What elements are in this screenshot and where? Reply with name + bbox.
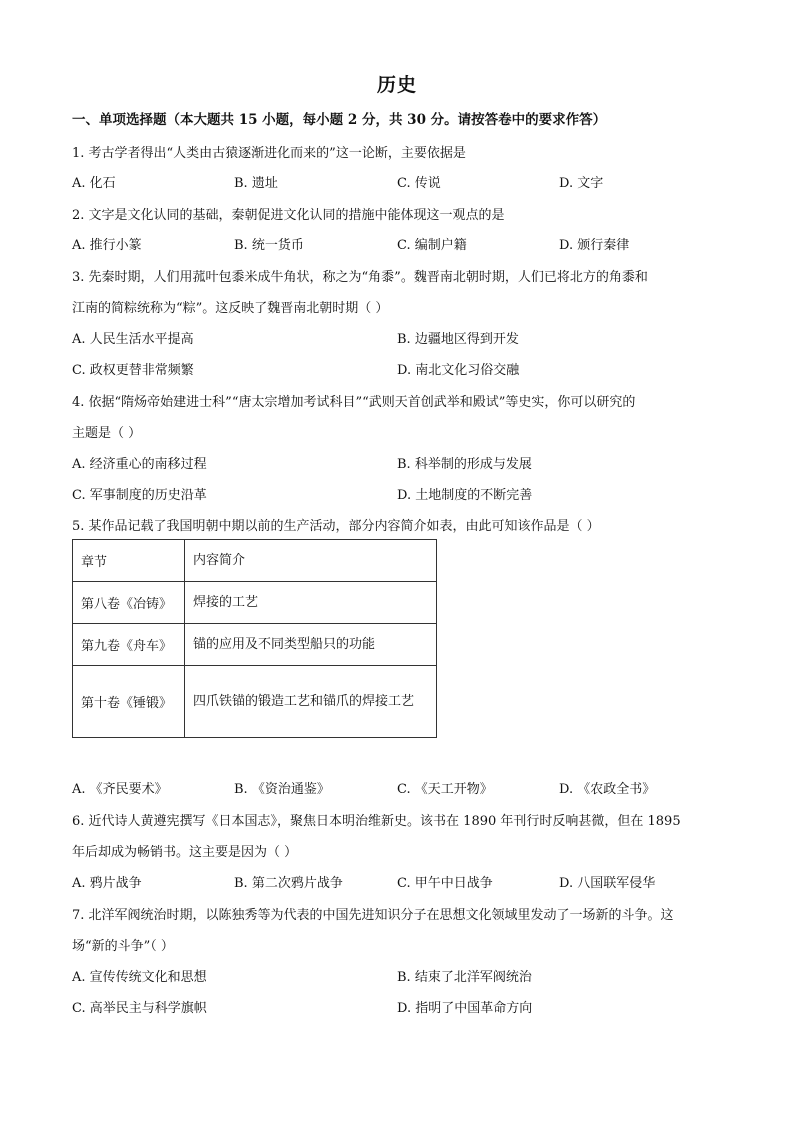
- question-1-option-d: D. 文字: [559, 176, 604, 191]
- table-row: [73, 666, 437, 738]
- question-3-option-a: A. 人民生活水平提高: [72, 332, 194, 347]
- question-6-stem-line-1: 6. 近代诗人黄遵宪撰写《日本国志》，聚焦日本明治维新史。该书在 1890 年刊行时反响甚微，但在 1895: [72, 814, 681, 829]
- table-cell: 第十卷《锤锻》: [73, 666, 185, 738]
- question-7-option-d: D. 指明了中国革命方向: [397, 1001, 533, 1016]
- table-row: [73, 624, 437, 666]
- question-7-option-c: C. 高举民主与科学旗帜: [72, 1001, 207, 1016]
- question-4-option-b: B. 科举制的形成与发展: [397, 457, 532, 472]
- question-2-stem: 2. 文字是文化认同的基础，秦朝促进文化认同的措施中能体现这一观点的是: [72, 208, 505, 223]
- question-5-option-b: B. 《资治通鉴》: [234, 782, 330, 797]
- question-2-option-a: A. 推行小篆: [72, 238, 142, 253]
- question-4-stem-line-1: 4. 依据“隋炀帝始建进士科”“唐太宗增加考试科目”“武则天首创武举和殿试”等史实，你可以研究的: [72, 395, 636, 410]
- question-2-option-d: D. 颁行秦律: [559, 238, 630, 253]
- question-7-stem-line-2: 场“新的斗争”（ ）: [72, 939, 174, 954]
- table-header-row: [73, 540, 437, 582]
- question-3-stem-line-1: 3. 先秦时期，人们用菰叶包黍米成牛角状，称之为“角黍”。魏晋南北朝时期，人们已将北方的角黍和: [72, 270, 648, 285]
- question-3-option-d: D. 南北文化习俗交融: [397, 363, 520, 378]
- question-2-option-b: B. 统一货币: [234, 238, 304, 253]
- question-6-stem-line-2: 年后却成为畅销书。这主要是因为（ ）: [72, 845, 298, 860]
- table-cell: 四爪铁锚的锻造工艺和锚爪的焊接工艺: [185, 666, 437, 738]
- question-4-stem-line-2: 主题是（ ）: [72, 426, 142, 441]
- question-1-option-c: C. 传说: [397, 176, 441, 191]
- question-6-option-b: B. 第二次鸦片战争: [234, 876, 343, 891]
- table-header-cell: 章节: [73, 540, 185, 582]
- table-header-cell: 内容简介: [185, 540, 437, 582]
- question-4-option-a: A. 经济重心的南移过程: [72, 457, 207, 472]
- question-7-stem-line-1: 7. 北洋军阀统治时期，以陈独秀等为代表的中国先进知识分子在思想文化领域里发动了一场新的斗争。这: [72, 908, 674, 923]
- question-7-option-b: B. 结束了北洋军阀统治: [397, 970, 532, 985]
- page-title: 历史: [376, 74, 417, 96]
- question-3-stem-line-2: 江南的简粽统称为“粽”。这反映了魏晋南北朝时期（ ）: [72, 301, 389, 316]
- question-6-option-a: A. 鸦片战争: [72, 876, 142, 891]
- table-cell: 第九卷《舟车》: [73, 624, 185, 666]
- question-6-option-c: C. 甲午中日战争: [397, 876, 493, 891]
- question-5-table: [72, 539, 437, 738]
- question-5-option-c: C. 《天工开物》: [397, 782, 493, 797]
- question-3-option-c: C. 政权更替非常频繁: [72, 363, 194, 378]
- question-1-option-b: B. 遗址: [234, 176, 278, 191]
- question-1-stem: 1. 考古学者得出“人类由古猿逐渐进化而来的”这一论断，主要依据是: [72, 146, 466, 161]
- question-7-option-a: A. 宣传传统文化和思想: [72, 970, 207, 985]
- question-5-option-d: D. 《农政全书》: [559, 782, 656, 797]
- question-4-option-c: C. 军事制度的历史沿革: [72, 488, 207, 503]
- question-6-option-d: D. 八国联军侵华: [559, 876, 656, 891]
- question-4-option-d: D. 土地制度的不断完善: [397, 488, 533, 503]
- question-3-option-b: B. 边疆地区得到开发: [397, 332, 519, 347]
- table-cell: 第八卷《冶铸》: [73, 582, 185, 624]
- table-row: [73, 582, 437, 624]
- table-cell: 焊接的工艺: [185, 582, 437, 624]
- question-1-option-a: A. 化石: [72, 176, 116, 191]
- question-5-option-a: A. 《齐民要术》: [72, 782, 168, 797]
- question-2-option-c: C. 编制户籍: [397, 238, 467, 253]
- section-heading: 一、单项选择题（本大题共 15 小题，每小题 2 分，共 30 分。请按答卷中的要求作答）: [72, 112, 607, 128]
- question-5-stem: 5. 某作品记载了我国明朝中期以前的生产活动，部分内容简介如表，由此可知该作品是（ ）: [72, 519, 600, 534]
- table-cell: 锚的应用及不同类型船只的功能: [185, 624, 437, 666]
